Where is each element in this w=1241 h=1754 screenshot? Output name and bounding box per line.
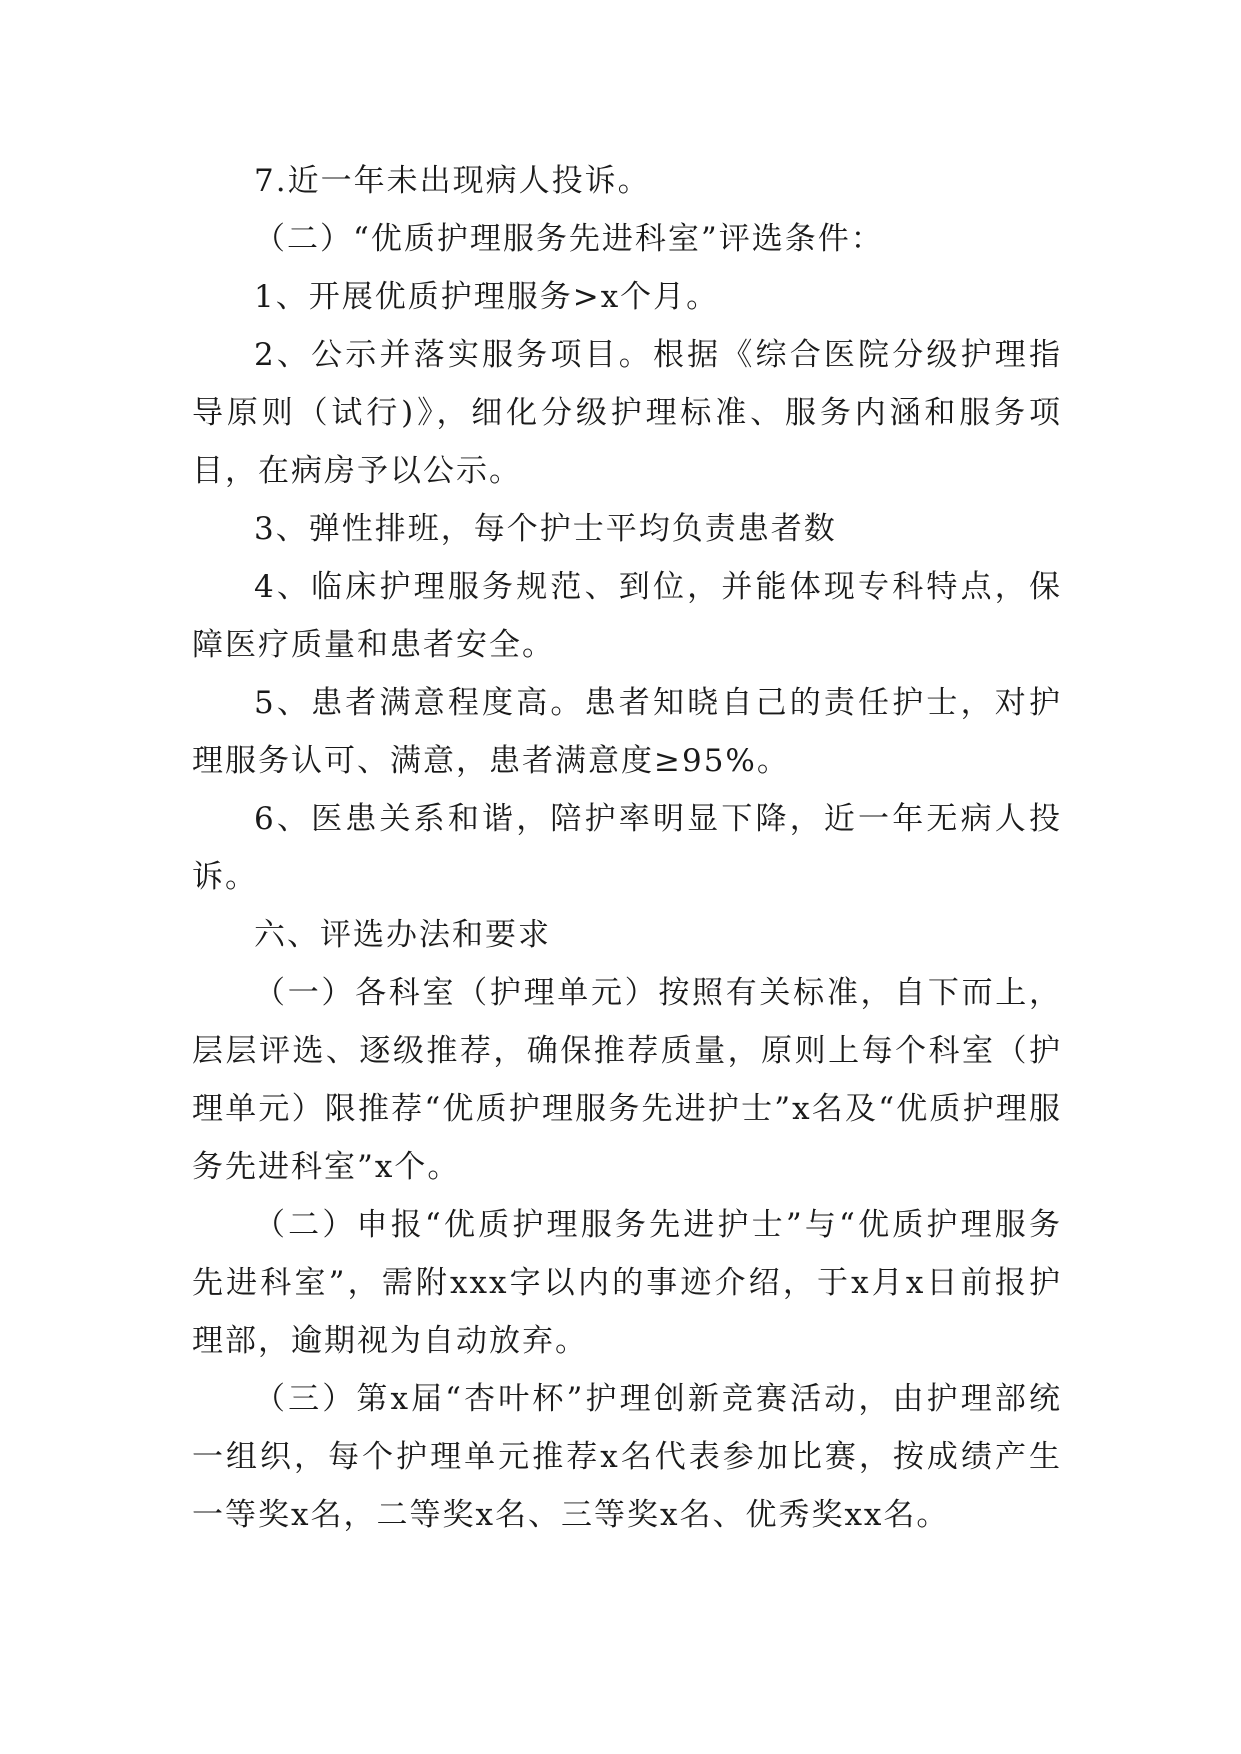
criterion-item-2: 2、公示并落实服务项目。根据《综合医院分级护理指导原则（试行)》，细化分级护理标准、服务内涵和服务项目，在病房予以公示。 xyxy=(192,337,1062,489)
paragraph-no-complaints: 7.近一年未出现病人投诉。 xyxy=(254,163,651,199)
criterion-item-5: 5、患者满意程度高。患者知晓自己的责任护士，对护理服务认可、满意，患者满意度≥95%。 xyxy=(192,685,1062,779)
criterion-item-1: 1、开展优质护理服务>x个月。 xyxy=(254,279,720,315)
criterion-item-6: 6、医患关系和谐，陪护率明显下降，近一年无病人投诉。 xyxy=(192,801,1062,895)
method-item-1: （一）各科室（护理单元）按照有关标准，自下而上，层层评选、逐级推荐，确保推荐质量，原则上每个科室（护理单元）限推荐“优质护理服务先进护士”x名及“优质护理服务先进科室”x个。 xyxy=(192,975,1062,1185)
method-item-3: （三）第x届“杏叶杯”护理创新竞赛活动，由护理部统一组织，每个护理单元推荐x名代表参加比赛，按成绩产生一等奖x名，二等奖x名、三等奖x名、优秀奖xx名。 xyxy=(192,1381,1062,1533)
method-item-2: （二）申报“优质护理服务先进护士”与“优质护理服务先进科室”，需附xxx字以内的事迹介绍，于x月x日前报护理部，逾期视为自动放弃。 xyxy=(192,1207,1062,1359)
section-heading-department-criteria: （二）“优质护理服务先进科室”评选条件： xyxy=(254,221,884,257)
criterion-item-4: 4、临床护理服务规范、到位，并能体现专科特点，保障医疗质量和患者安全。 xyxy=(192,569,1062,663)
document-body xyxy=(192,152,1062,1544)
section-heading-selection-methods: 六、评选办法和要求 xyxy=(254,917,551,953)
criterion-item-3: 3、弹性排班，每个护士平均负责患者数 xyxy=(254,511,837,547)
